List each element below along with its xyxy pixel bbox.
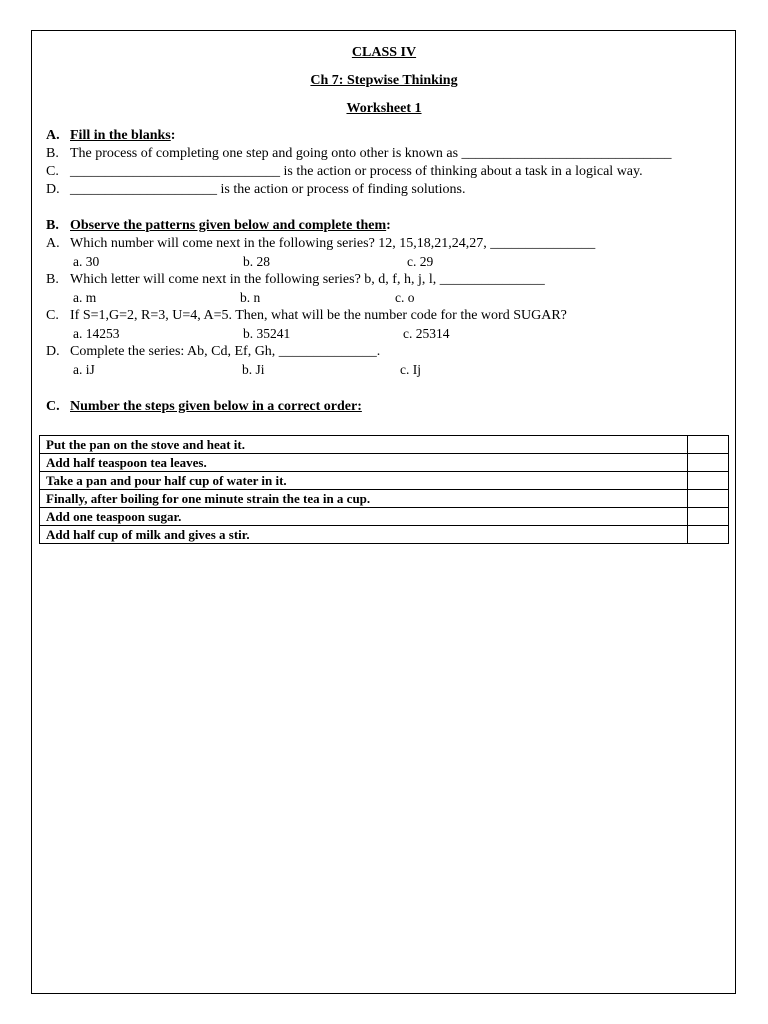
option-b: b. n	[240, 290, 261, 305]
question-marker: C.	[46, 308, 59, 323]
table-row	[40, 472, 729, 490]
section-c-title: Number the steps given below in a correct order:	[70, 399, 362, 414]
option-c: c. 29	[407, 254, 434, 269]
item-text: The process of completing one step and going onto other is known as ______________________________	[70, 146, 672, 161]
option-b: b. 35241	[243, 326, 291, 341]
option-b: b. Ji	[242, 362, 265, 377]
option-a: a. 30	[73, 254, 100, 269]
option-c: c. 25314	[403, 326, 450, 341]
question-text: Complete the series: Ab, Cd, Ef, Gh, ______________.	[70, 344, 381, 359]
pattern-question	[46, 235, 595, 253]
table-row	[40, 526, 729, 544]
step-text: Take a pan and pour half cup of water in it.	[40, 472, 688, 490]
step-text: Add one teaspoon sugar.	[40, 508, 688, 526]
section-a-title: Fill in the blanks	[70, 128, 171, 143]
pattern-question	[46, 343, 380, 361]
step-order-box[interactable]	[688, 508, 729, 526]
item-text: _____________________ is the action or process of finding solutions.	[70, 182, 466, 197]
table-row	[40, 508, 729, 526]
steps-table	[39, 435, 729, 544]
chapter-title: Ch 7: Stepwise Thinking	[310, 73, 458, 88]
item-text: ______________________________ is the action or process of thinking about a task in a logical way.	[70, 164, 643, 179]
table-row	[40, 436, 729, 454]
step-order-box[interactable]	[688, 454, 729, 472]
section-a-heading	[46, 127, 175, 145]
step-order-box[interactable]	[688, 490, 729, 508]
question-marker: B.	[46, 272, 59, 287]
table-row	[40, 490, 729, 508]
table-row	[40, 454, 729, 472]
step-order-box[interactable]	[688, 472, 729, 490]
step-text: Add half teaspoon tea leaves.	[40, 454, 688, 472]
option-a: a. m	[73, 290, 97, 305]
section-b-heading	[46, 217, 391, 235]
option-c: c. Ij	[400, 362, 421, 377]
option-a: a. iJ	[73, 362, 95, 377]
section-c-marker: C.	[46, 399, 60, 414]
fill-blank-item	[46, 163, 643, 181]
worksheet-title: Worksheet 1	[346, 101, 422, 116]
option-a: a. 14253	[73, 326, 120, 341]
item-marker: B.	[46, 146, 59, 161]
item-marker: C.	[46, 164, 59, 179]
option-c: c. o	[395, 290, 415, 305]
question-text: Which letter will come next in the following series? b, d, f, h, j, l, _______________	[70, 272, 545, 287]
option-b: b. 28	[243, 254, 270, 269]
pattern-question	[46, 307, 567, 325]
step-text: Put the pan on the stove and heat it.	[40, 436, 688, 454]
fill-blank-item	[46, 145, 672, 163]
section-a-marker: A.	[46, 128, 60, 143]
question-marker: D.	[46, 344, 60, 359]
pattern-question	[46, 271, 545, 289]
section-a-colon: :	[170, 128, 176, 143]
item-marker: D.	[46, 182, 60, 197]
fill-blank-item	[46, 181, 465, 199]
question-marker: A.	[46, 236, 60, 251]
section-b-colon: :	[386, 218, 391, 233]
step-order-box[interactable]	[688, 436, 729, 454]
section-b-title: Observe the patterns given below and complete them	[70, 218, 387, 233]
section-b-marker: B.	[46, 218, 59, 233]
question-text: If S=1,G=2, R=3, U=4, A=5. Then, what will be the number code for the word SUGAR?	[70, 308, 567, 323]
step-text: Finally, after boiling for one minute strain the tea in a cup.	[40, 490, 688, 508]
section-c-heading	[46, 398, 362, 416]
step-text: Add half cup of milk and gives a stir.	[40, 526, 688, 544]
question-text: Which number will come next in the following series? 12, 15,18,21,24,27, _______________	[70, 236, 596, 251]
class-title: CLASS IV	[351, 45, 417, 60]
step-order-box[interactable]	[688, 526, 729, 544]
